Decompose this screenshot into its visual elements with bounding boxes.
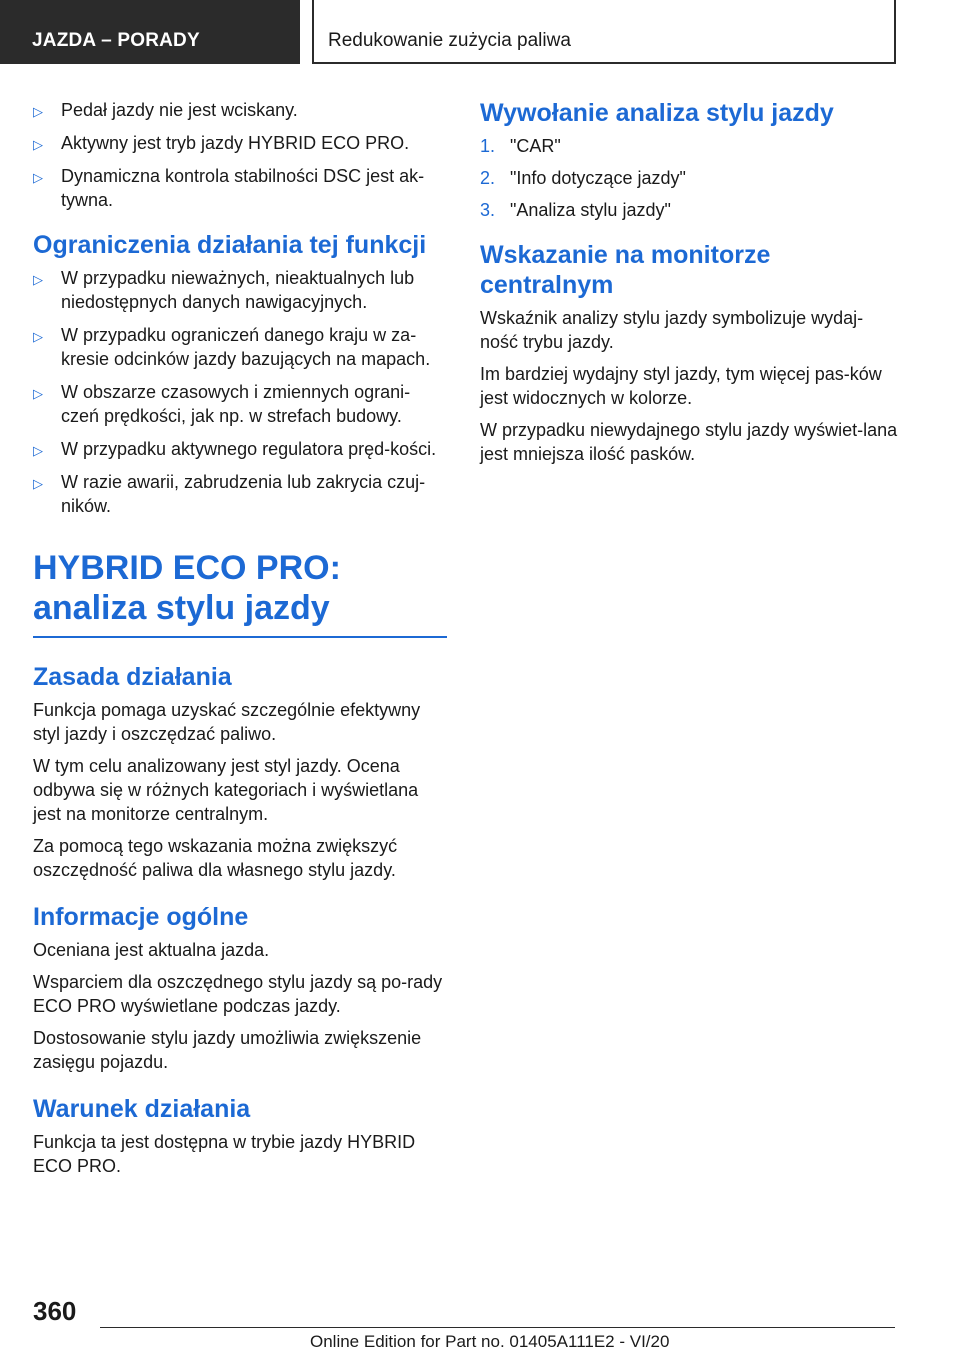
- paragraph: Dostosowanie stylu jazdy umożliwia zwiększenie zasięgu pojazdu.: [33, 1028, 422, 1072]
- triangle-bullet-icon: ▷: [33, 137, 43, 152]
- paragraph: W tym celu analizowany jest styl jazdy. Ocena odbywa się w różnych kategoriach i wyświetlana jest na monitorze centralnym.: [33, 756, 419, 824]
- list-item: 2. "Info dotyczące jazdy": [480, 168, 686, 188]
- main-heading: HYBRID ECO PRO: analiza stylu jazdy: [33, 548, 447, 638]
- list-item: ▷ Pedał jazdy nie jest wciskany.: [33, 98, 447, 122]
- list-item: ▷ W przypadku nieważnych, nieaktualnych lub niedostępnych danych nawigacyjnych.: [33, 268, 415, 312]
- section-title: JAZDA – PORADY: [0, 0, 300, 64]
- triangle-bullet-icon: ▷: [33, 476, 43, 491]
- general-heading: Informacje ogólne: [33, 903, 249, 931]
- paragraph: Oceniana jest aktualna jazda.: [33, 940, 270, 960]
- paragraph: Za pomocą tego wskazania można zwiększyć oszczędność paliwa dla własnego stylu jazdy.: [33, 836, 398, 880]
- list-item: ▷ Aktywny jest tryb jazdy HYBRID ECO PRO.: [33, 131, 447, 155]
- step-number: 3.: [480, 200, 496, 220]
- limits-heading: Ograniczenia działania tej funkcji: [33, 231, 427, 259]
- page-header: [0, 0, 960, 66]
- triangle-bullet-icon: ▷: [33, 170, 43, 185]
- paragraph: Funkcja ta jest dostępna w trybie jazdy HYBRID ECO PRO.: [33, 1132, 416, 1176]
- display-heading: Wskazanie na monitorze centralnym: [480, 241, 771, 299]
- page-number: 360: [33, 1296, 77, 1326]
- list-item: ▷ W razie awarii, zabrudzenia lub zakrycia czuj-ników.: [33, 472, 426, 516]
- step-number: 2.: [480, 168, 496, 188]
- call-heading: Wywołanie analiza stylu jazdy: [480, 99, 834, 127]
- paragraph: Wskaźnik analizy stylu jazdy symbolizuje wydaj-ność trybu jazdy.: [480, 308, 864, 352]
- triangle-bullet-icon: ▷: [33, 443, 43, 458]
- paragraph: Funkcja pomaga uzyskać szczególnie efektywny styl jazdy i oszczędzać paliwo.: [33, 700, 421, 744]
- list-item: 1. "CAR": [480, 136, 561, 156]
- list-item: ▷ W przypadku aktywnego regulatora pręd-kości.: [33, 437, 447, 461]
- triangle-bullet-icon: ▷: [33, 386, 43, 401]
- triangle-bullet-icon: ▷: [33, 272, 43, 287]
- condition-heading: Warunek działania: [33, 1095, 251, 1123]
- list-item: ▷ W przypadku ograniczeń danego kraju w za-kresie odcinków jazdy bazujących na mapach.: [33, 325, 431, 369]
- principle-heading: Zasada działania: [33, 663, 232, 691]
- list-item: ▷ W obszarze czasowych i zmiennych ograni-czeń prędkości, jak np. w strefach budowy.: [33, 382, 411, 426]
- steps-list: [480, 134, 900, 222]
- triangle-bullet-icon: ▷: [33, 104, 43, 119]
- edition-note: Online Edition for Part no. 01405A111E2 - VI/20: [310, 1332, 670, 1351]
- chapter-title: Redukowanie zużycia paliwa: [312, 0, 896, 64]
- conditions-list: [33, 98, 447, 212]
- paragraph: Wsparciem dla oszczędnego stylu jazdy są po-rady ECO PRO wyświetlane podczas jazdy.: [33, 972, 443, 1016]
- paragraph: Im bardziej wydajny styl jazdy, tym więcej pas-ków jest widocznych w kolorze.: [480, 364, 882, 408]
- left-column: [33, 98, 447, 1186]
- limits-list: [33, 266, 447, 518]
- footer-divider: [100, 1327, 895, 1328]
- step-number: 1.: [480, 136, 496, 156]
- right-column: [480, 98, 900, 474]
- list-item: ▷ Dynamiczna kontrola stabilności DSC jest ak-tywna.: [33, 166, 425, 210]
- list-item: 3. "Analiza stylu jazdy": [480, 200, 671, 220]
- paragraph: W przypadku niewydajnego stylu jazdy wyświet-lana jest mniejsza ilość pasków.: [480, 420, 898, 464]
- triangle-bullet-icon: ▷: [33, 329, 43, 344]
